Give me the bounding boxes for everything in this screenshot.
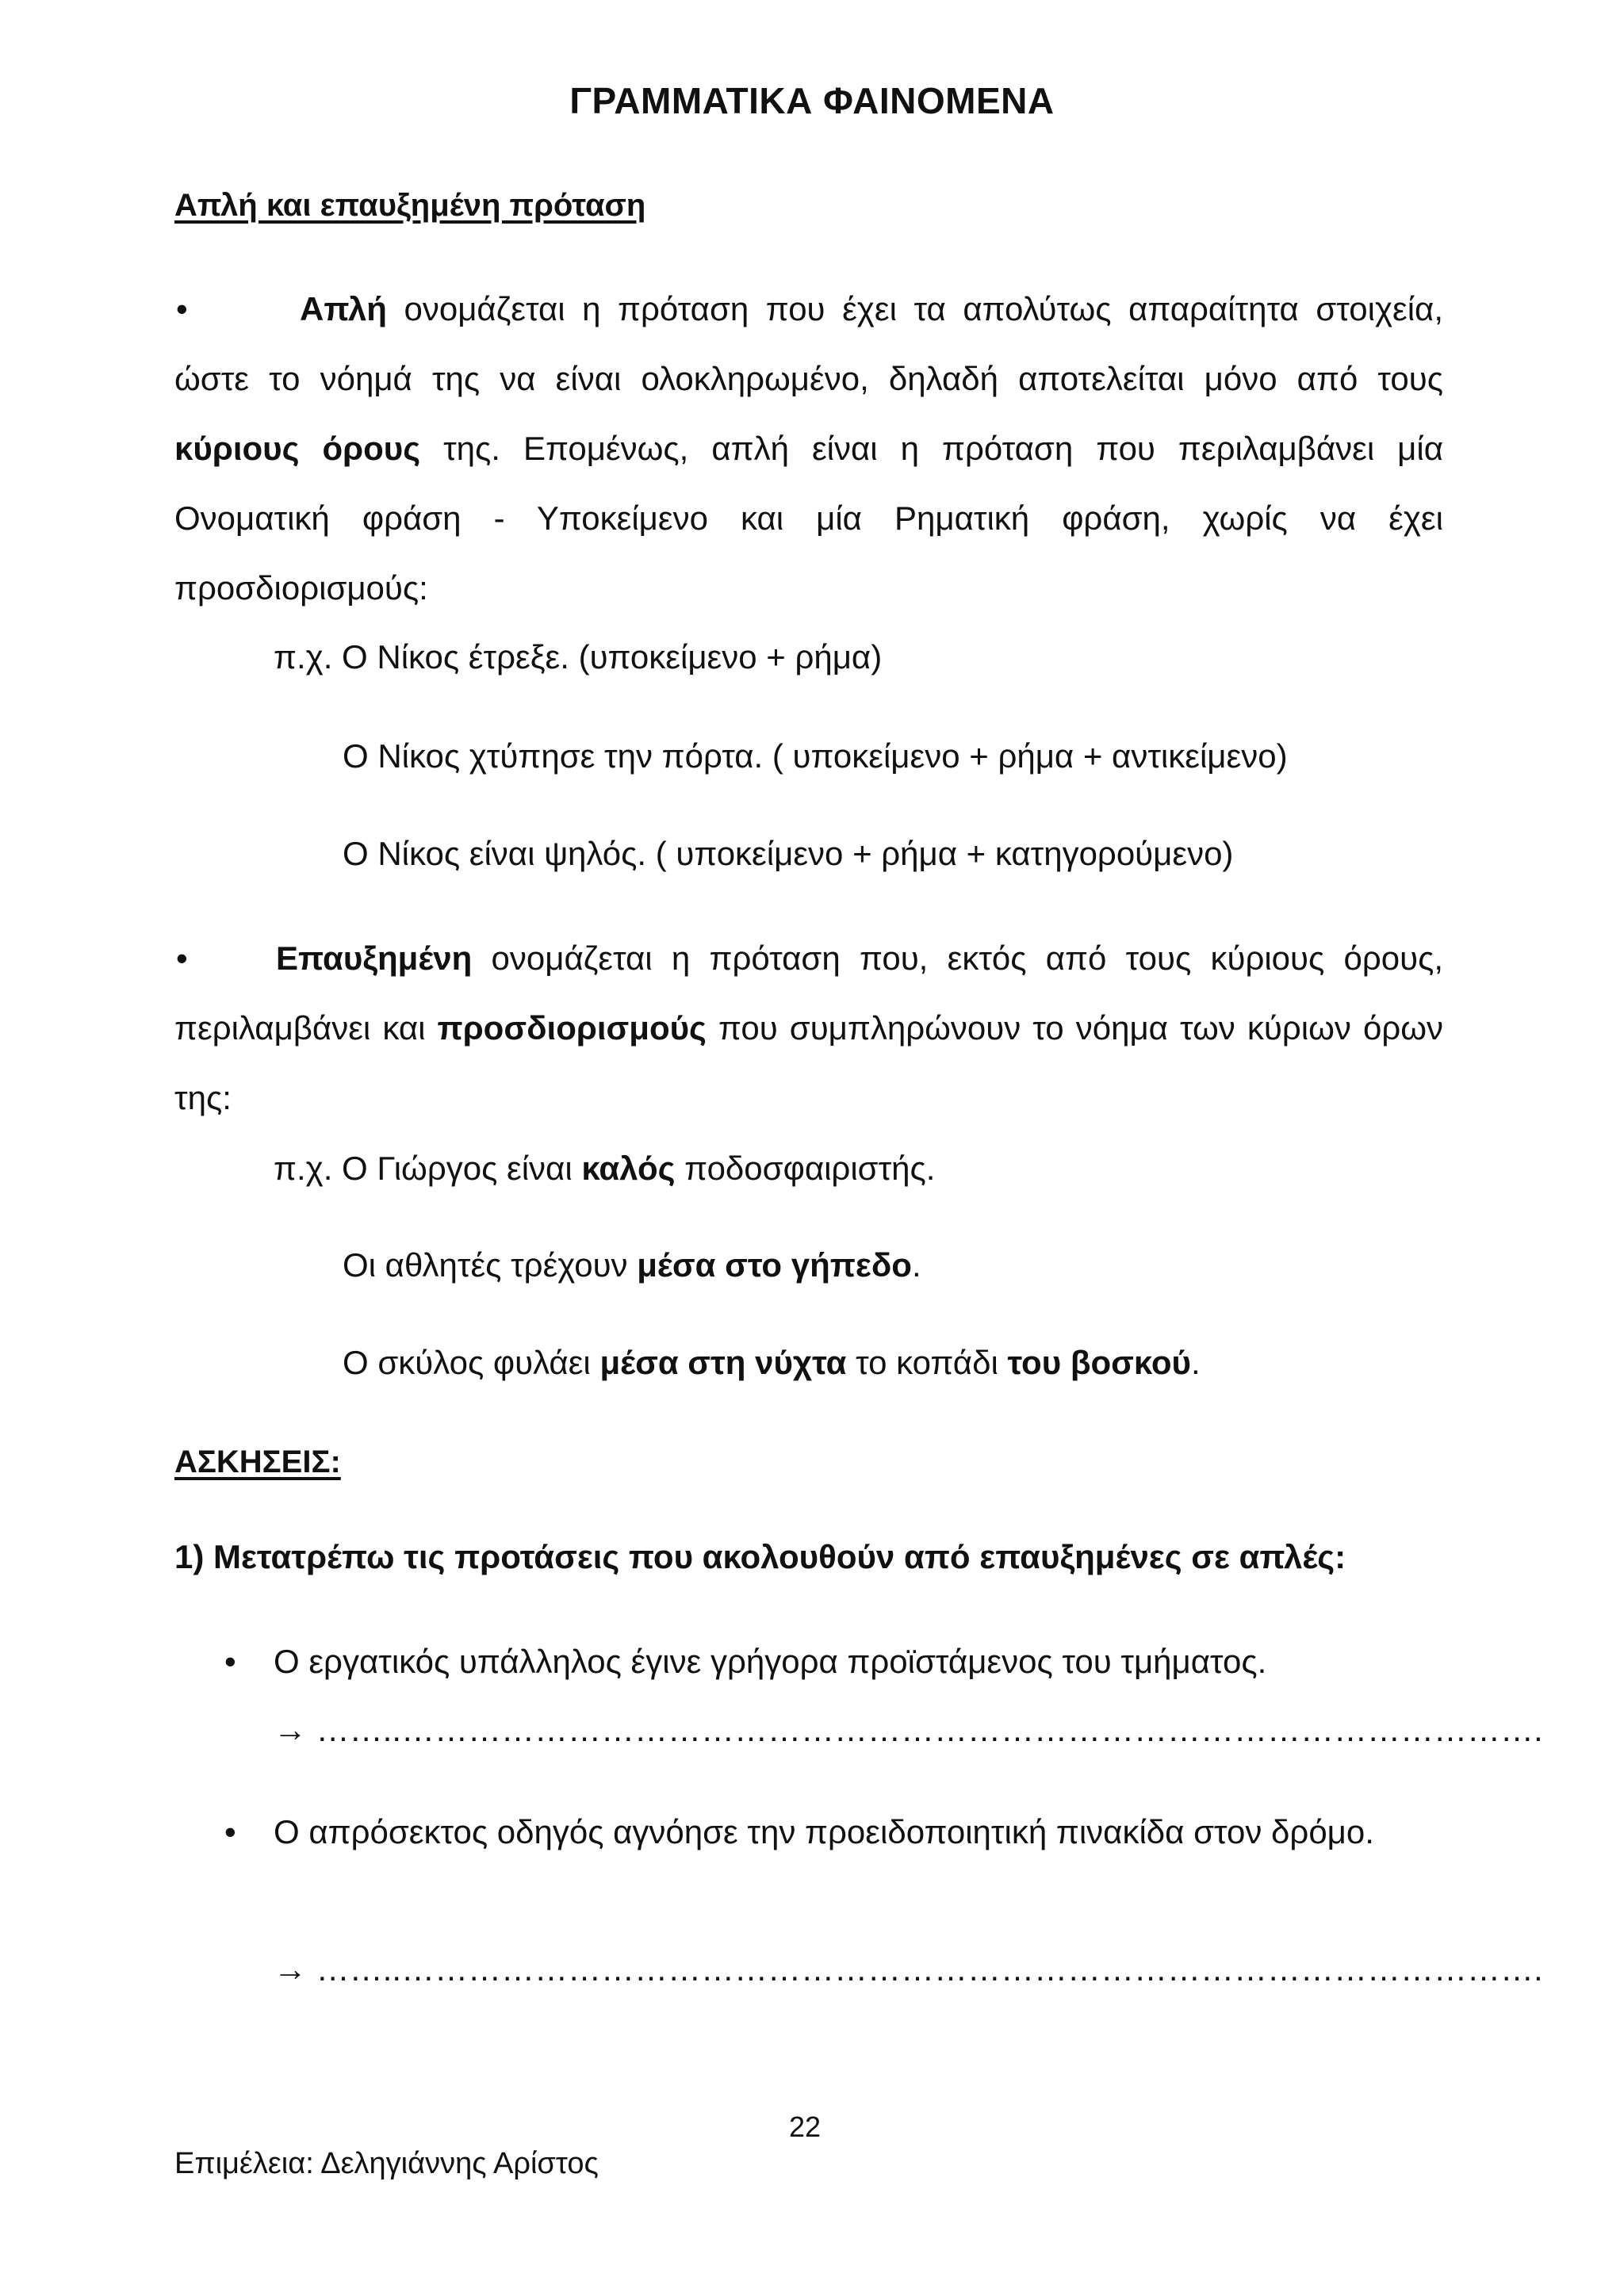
exercises-heading: ΑΣΚΗΣΕΙΣ:: [174, 1445, 341, 1479]
exercise-bullet-1: •: [224, 1643, 236, 1680]
simple-bold-terms: κύριους όρους: [174, 430, 421, 467]
extended-bold-terms: προσδιορισμούς: [437, 1009, 707, 1047]
exercise-sentence-1: Ο εργατικός υπάλληλος έγινε γρήγορα προϊστάμενος του τμήματος.: [274, 1643, 1267, 1680]
exercise-sentence-2: Ο απρόσεκτος οδηγός αγνόησε την προειδοποιητική πινακίδα στον δρόμο.: [274, 1813, 1374, 1850]
bullet-extended: •: [176, 939, 188, 977]
bullet-simple: •: [176, 290, 188, 327]
page-number: 22: [789, 2110, 822, 2143]
extended-example-3: Ο σκύλος φυλάει μέσα στη νύχτα το κοπάδι του βοσκού.: [343, 1344, 1201, 1381]
exercise-answer-line-1[interactable]: → ……..………………………………………………………………………………………….: [274, 1711, 1543, 1748]
section-heading: Απλή και επαυξημένη πρόταση: [174, 188, 646, 223]
extended-text-2: που συμπληρώνουν το νόημα των κύριων όρων της:: [174, 1009, 1444, 1116]
simple-text-1: ονομάζεται η πρόταση που έχει τα απολύτως απαραίτητα στοιχεία, ώστε το νόημά της να είναι ολοκληρωμένο, δηλαδή αποτελείται μόνο από τους: [174, 290, 1443, 397]
extended-example-1: π.χ. Ο Γιώργος είναι καλός ποδοσφαιριστής.: [274, 1150, 936, 1187]
simple-example-1: π.χ. Ο Νίκος έτρεξε. (υποκείμενο + ρήμα): [274, 638, 883, 675]
simple-text-2: της. Επομένως, απλή είναι η πρόταση που περιλαμβάνει μία Ονοματική φράση - Υποκείμενο και μία Ρηματική φράση, χωρίς να έχει προσδιορισμούς:: [174, 430, 1443, 607]
extended-definition: [174, 924, 1443, 1133]
footer-author: Επιμέλεια: Δεληγιάννης Αρίστος: [174, 2147, 599, 2180]
extended-text-1: ονομάζεται η πρόταση που, εκτός από τους κύριους όρους, περιλαμβάνει και: [174, 939, 1443, 1047]
simple-example-3: Ο Νίκος είναι ψηλός. ( υποκείμενο + ρήμα + κατηγορούμενο): [343, 835, 1234, 872]
page-title: ΓΡΑΜΜΑΤΙΚΑ ΦΑΙΝΟΜΕΝΑ: [569, 80, 1055, 121]
exercise-task-1: 1) Μετατρέπω τις προτάσεις που ακολουθούν από επαυξημένες σε απλές:: [174, 1538, 1346, 1575]
exercise-bullet-2: •: [224, 1813, 236, 1850]
exercise-answer-line-2[interactable]: → ……..………………………………………………………………………………………….: [274, 1950, 1543, 1988]
simple-term: Απλή: [300, 290, 387, 327]
simple-example-2: Ο Νίκος χτύπησε την πόρτα. ( υποκείμενο + ρήμα + αντικείμενο): [343, 737, 1288, 775]
extended-term: Επαυξημένη: [276, 939, 473, 977]
extended-example-2: Οι αθλητές τρέχουν μέσα στο γήπεδο.: [343, 1246, 921, 1284]
simple-definition: [174, 274, 1443, 623]
